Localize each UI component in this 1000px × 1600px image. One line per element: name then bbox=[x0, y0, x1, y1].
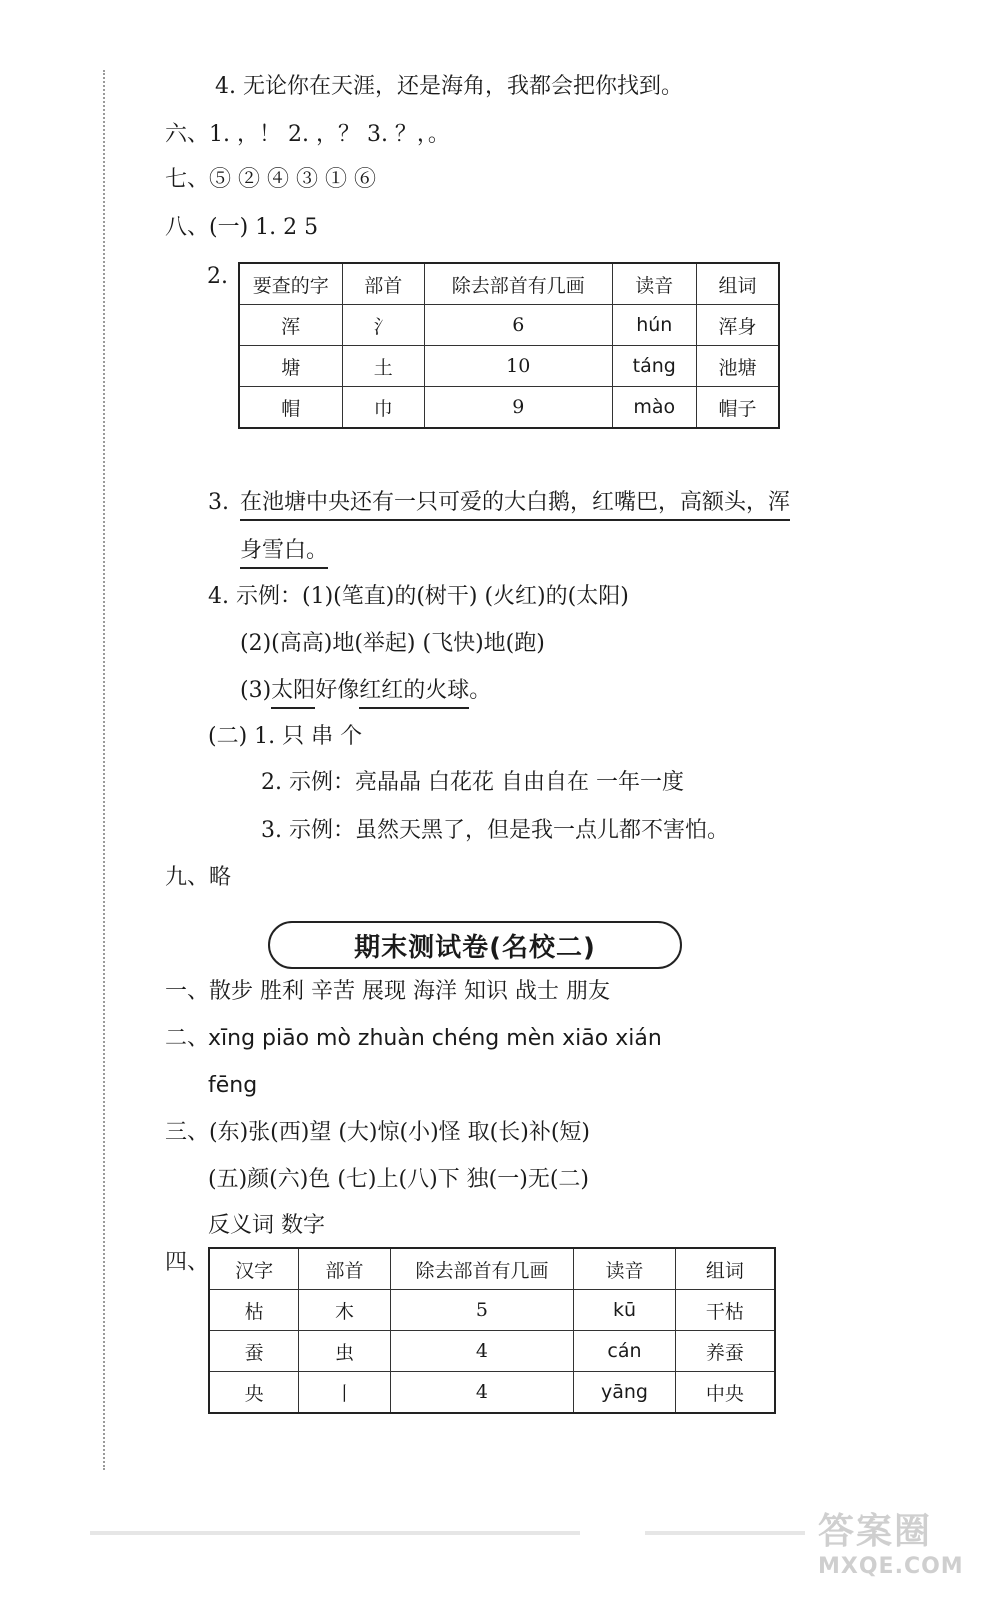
answer-qi: 七、⑤ ② ④ ③ ① ⑥ bbox=[165, 167, 376, 192]
table-cell: 蚕 bbox=[209, 1331, 299, 1372]
table-header: 读音 bbox=[612, 263, 697, 305]
answer-ba-2-label: 2. bbox=[207, 264, 228, 289]
s2-er-pinyin-2: fēng bbox=[208, 1073, 258, 1098]
answer-ba-3-line2 bbox=[240, 536, 328, 569]
underlined-word: 太阳 bbox=[271, 676, 315, 709]
table-row bbox=[209, 1290, 775, 1331]
table-cell: mào bbox=[612, 387, 697, 429]
answer-ba-3-line1 bbox=[240, 488, 790, 521]
answer-line-4: 4. 无论你在天涯，还是海角，我都会把你找到。 bbox=[215, 74, 683, 99]
table-cell: cán bbox=[574, 1331, 676, 1372]
underlined-word: 红红的火球 bbox=[359, 676, 469, 709]
table-cell: kū bbox=[574, 1290, 676, 1331]
table-cell: 池塘 bbox=[697, 346, 779, 387]
text-segment: (3) bbox=[240, 678, 272, 703]
scan-noise-strip bbox=[645, 1531, 805, 1535]
table-row bbox=[239, 346, 779, 387]
table-cell: 丨 bbox=[299, 1372, 391, 1414]
table-cell: 浑身 bbox=[697, 305, 779, 346]
table-header-row bbox=[239, 263, 779, 305]
table-row bbox=[239, 387, 779, 429]
answer-ba-4-line3 bbox=[240, 676, 491, 709]
answer-er-line1: (二) 1. 只 串 个 bbox=[208, 724, 363, 749]
table-cell: 浑 bbox=[239, 305, 342, 346]
table-cell: 土 bbox=[342, 346, 424, 387]
underlined-sentence: 在池塘中央还有一只可爱的大白鹅，红嘴巴，高额头，浑 bbox=[240, 488, 790, 521]
table-row bbox=[209, 1372, 775, 1414]
table-cell: 枯 bbox=[209, 1290, 299, 1331]
table-header: 组词 bbox=[697, 263, 779, 305]
table-cell: hún bbox=[612, 305, 697, 346]
table-cell: 巾 bbox=[342, 387, 424, 429]
underlined-sentence: 身雪白。 bbox=[240, 536, 328, 569]
text-segment: 好像 bbox=[315, 678, 360, 703]
table-cell: 4 bbox=[390, 1331, 573, 1372]
table-header: 要查的字 bbox=[239, 263, 342, 305]
table-cell: 中央 bbox=[675, 1372, 775, 1414]
table-header: 汉字 bbox=[209, 1248, 299, 1290]
table-cell: 帽子 bbox=[697, 387, 779, 429]
answer-jiu: 九、略 bbox=[165, 865, 232, 890]
watermark-url: MXQE.COM bbox=[818, 1554, 964, 1579]
answer-ba-3-num: 3. bbox=[208, 490, 229, 515]
table-header: 部首 bbox=[342, 263, 424, 305]
table-header: 除去部首有几画 bbox=[424, 263, 612, 305]
table-header: 读音 bbox=[574, 1248, 676, 1290]
answer-er-line2: 2. 示例：亮晶晶 白花花 自由自在 一年一度 bbox=[261, 770, 684, 795]
table-cell: 氵 bbox=[342, 305, 424, 346]
table-cell: 木 bbox=[299, 1290, 391, 1331]
s2-san-line3: 反义词 数字 bbox=[208, 1213, 325, 1238]
answer-er-line3: 3. 示例：虽然天黑了，但是我一点儿都不害怕。 bbox=[261, 818, 729, 843]
table-cell: 帽 bbox=[239, 387, 342, 429]
table-cell: yāng bbox=[574, 1372, 676, 1414]
s2-si-label: 四、 bbox=[165, 1250, 210, 1275]
scan-noise-strip bbox=[90, 1531, 580, 1535]
table-row bbox=[239, 305, 779, 346]
table-cell: 养蚕 bbox=[675, 1331, 775, 1372]
table-cell: 塘 bbox=[239, 346, 342, 387]
watermark-text: 答案圈 bbox=[818, 1511, 933, 1552]
s2-san-line2: (五)颜(六)色 (七)上(八)下 独(一)无(二) bbox=[208, 1167, 589, 1192]
watermark-logo bbox=[818, 1510, 978, 1590]
table-row bbox=[209, 1331, 775, 1372]
table-cell: 干枯 bbox=[675, 1290, 775, 1331]
table-cell: 虫 bbox=[299, 1331, 391, 1372]
s2-er-pinyin: xīng piāo mò zhuàn chéng mèn xiāo xián bbox=[208, 1026, 662, 1051]
table-cell: 9 bbox=[424, 387, 612, 429]
s2-yi: 一、散步 胜利 辛苦 展现 海洋 知识 战士 朋友 bbox=[165, 979, 610, 1004]
radical-table-2 bbox=[208, 1247, 776, 1414]
table-cell: 5 bbox=[390, 1290, 573, 1331]
s2-er-label: 二、 bbox=[165, 1026, 210, 1051]
table-header: 部首 bbox=[299, 1248, 391, 1290]
radical-table-1 bbox=[238, 262, 780, 429]
answer-ba-1: 八、(一) 1. 2 5 bbox=[165, 215, 319, 240]
s2-san-line1: 三、(东)张(西)望 (大)惊(小)怪 取(长)补(短) bbox=[165, 1120, 590, 1145]
table-header: 除去部首有几画 bbox=[390, 1248, 573, 1290]
answer-liu: 六、1. ，！ 2. ，？ 3. ？，。 bbox=[165, 122, 450, 147]
table-cell: 央 bbox=[209, 1372, 299, 1414]
answer-ba-4-line1: 4. 示例：(1)(笔直)的(树干) (火红)的(太阳) bbox=[208, 584, 629, 609]
table-header: 组词 bbox=[675, 1248, 775, 1290]
text-segment: 。 bbox=[469, 678, 492, 703]
table-header-row bbox=[209, 1248, 775, 1290]
answer-ba-4-line2: (2)(高高)地(举起) (飞快)地(跑) bbox=[240, 631, 545, 656]
section-title: 期末测试卷(名校二) bbox=[268, 921, 682, 969]
binding-dotted-line bbox=[103, 70, 105, 1470]
table-cell: 4 bbox=[390, 1372, 573, 1414]
table-cell: táng bbox=[612, 346, 697, 387]
table-cell: 6 bbox=[424, 305, 612, 346]
table-cell: 10 bbox=[424, 346, 612, 387]
